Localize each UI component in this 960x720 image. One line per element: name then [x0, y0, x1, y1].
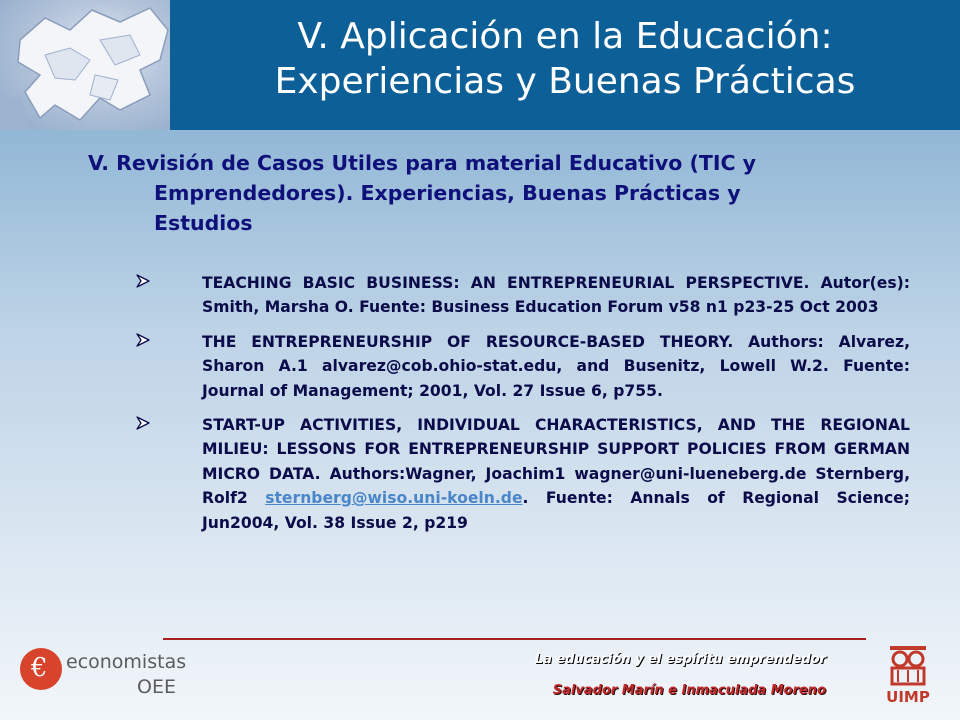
footer-divider [163, 638, 866, 640]
reference-list [136, 271, 910, 545]
economistas-logo-text [66, 650, 187, 700]
logo-text-line-2: OEE [137, 676, 176, 698]
footer-authors: Salvador Marín e Inmaculada Moreno [552, 683, 826, 698]
title-line-1: V. Aplicación en la Educación: [297, 16, 833, 57]
arrow-bullet-icon [136, 416, 150, 430]
subtitle-line-1: V. Revisión de Casos Utiles para material Educativo (TIC y [88, 151, 757, 175]
section-subtitle [88, 148, 878, 238]
page-title [170, 14, 960, 104]
list-item [136, 271, 910, 320]
list-item [136, 413, 910, 535]
email-link[interactable]: sternberg@wiso.uni-koeln.de [265, 489, 523, 508]
title-line-2: Experiencias y Buenas Prácticas [274, 61, 856, 102]
uimp-logo-icon [880, 644, 936, 708]
arrow-bullet-icon [136, 274, 150, 288]
arrow-bullet-icon [136, 333, 150, 347]
economistas-logo-icon: € [20, 648, 62, 690]
subtitle-line-3: Estudios [154, 211, 253, 235]
header-bar [0, 0, 960, 130]
reference-text: TEACHING BASIC BUSINESS: AN ENTREPRENEURIAL PERSPECTIVE. Autor(es): Smith, Marsha O. Fuente: Business Education Forum v58 n1 p23-25 Oct 2003 [202, 274, 910, 317]
europe-map-image [0, 0, 170, 130]
reference-text: THE ENTREPRENEURSHIP OF RESOURCE-BASED THEORY. Authors: Alvarez, Sharon A.1 alvarez@cob.ohio-stat.edu, and Busenitz, Lowell W.2. Fuente: Journal of Management; 2001, Vol. 27 Issue 6, p755. [202, 332, 910, 400]
footer-course-title: La educación y el espíritu emprendedor [534, 652, 826, 667]
logo-text-line-1: economistas [66, 651, 187, 673]
uimp-logo-text: UIMP [886, 688, 930, 706]
list-item [136, 330, 910, 403]
subtitle-line-2: Emprendedores). Experiencias, Buenas Prácticas y [154, 181, 741, 205]
reference-text-end: . Fuente: Annals of Regional Science; Jun2004, Vol. 38 Issue 2, p219 [202, 489, 910, 532]
reference-text-start: START-UP ACTIVITIES, INDIVIDUAL CHARACTERISTICS, AND THE REGIONAL MILIEU: LESSONS FOR ENTREPRENEURSHIP SUPPORT POLICIES FROM GERMAN MICRO DATA. Authors:Wagner, Joachim1 wagner@uni-lueneberg.de Sternberg, Rolf2 [202, 416, 910, 508]
